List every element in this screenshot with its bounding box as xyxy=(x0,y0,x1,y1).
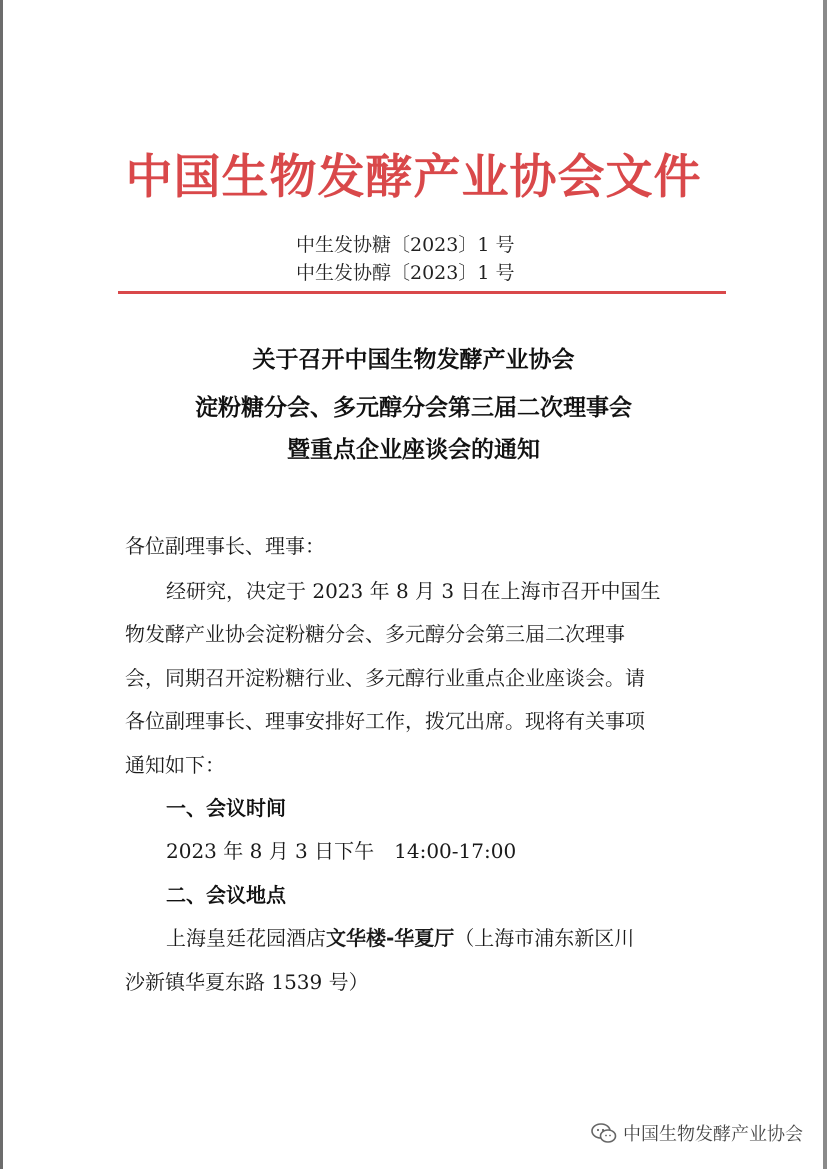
paragraph-line: 经研究，决定于 2023 年 8 月 3 日在上海市召开中国生 xyxy=(166,579,661,603)
section-heading-time: 一、会议时间 xyxy=(166,796,286,820)
notice-title-line-3: 暨重点企业座谈会的通知 xyxy=(287,437,540,463)
paragraph-line: 物发酵产业协会淀粉糖分会、多元醇分会第三届二次理事 xyxy=(125,622,625,646)
red-divider-line xyxy=(118,291,726,294)
document-number-sugar: 中生发协糖〔2023〕1 号 xyxy=(296,234,515,256)
document-number-polyol: 中生发协醇〔2023〕1 号 xyxy=(296,262,515,284)
paragraph-line: 各位副理事长、理事安排好工作，拨冗出席。现将有关事项 xyxy=(125,709,645,733)
notice-title-line-1: 关于召开中国生物发酵产业协会 xyxy=(252,347,575,373)
document-header-title: 中国生物发酵产业协会文件 xyxy=(125,150,702,205)
meeting-location-line-1 xyxy=(166,922,634,951)
wechat-icon xyxy=(591,1123,617,1143)
watermark-label: 中国生物发酵产业协会 xyxy=(623,1124,803,1145)
section-heading-location: 二、会议地点 xyxy=(166,883,286,907)
location-address-start: （上海市浦东新区川 xyxy=(454,926,635,950)
location-hall: 文华楼-华夏厅 xyxy=(326,926,455,950)
notice-title-line-2: 淀粉糖分会、多元醇分会第三届二次理事会 xyxy=(195,395,632,421)
paragraph-line: 会，同期召开淀粉糖行业、多元醇行业重点企业座谈会。请 xyxy=(125,666,645,690)
paragraph-line: 通知如下： xyxy=(125,753,225,777)
location-hotel: 上海皇廷花园酒店 xyxy=(166,926,326,950)
meeting-location-line-2: 沙新镇华夏东路 1539 号） xyxy=(125,970,369,994)
salutation: 各位副理事长、理事： xyxy=(125,534,325,558)
wechat-watermark xyxy=(591,1120,803,1146)
meeting-time: 2023 年 8 月 3 日下午 14:00-17:00 xyxy=(166,839,517,863)
